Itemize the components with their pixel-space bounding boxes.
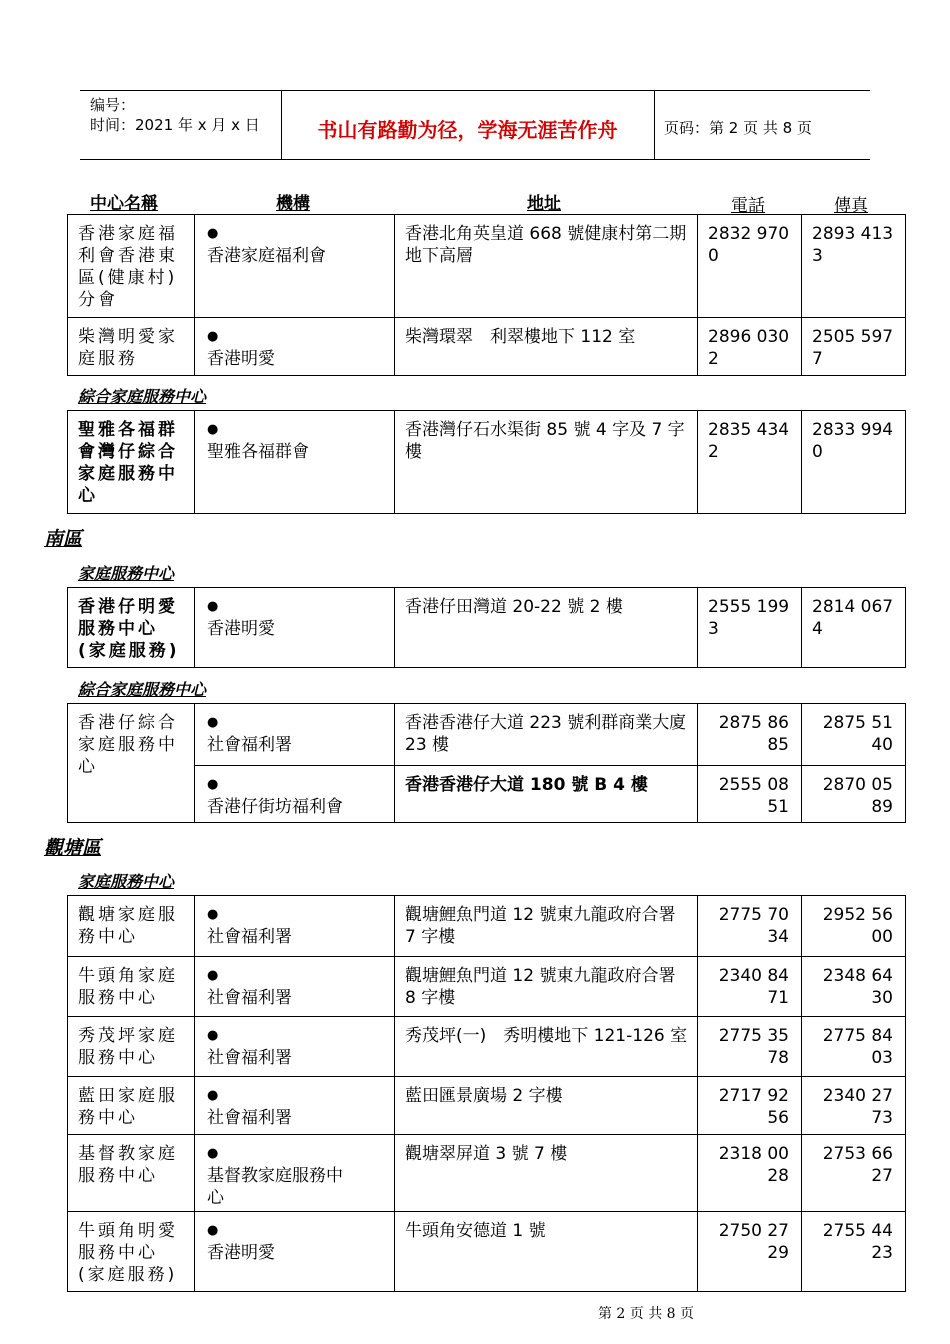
org-name: 聖雅各福群會 [207,442,309,462]
fax: 2340 2773 [802,1077,906,1135]
bullet-icon: ● [207,422,219,437]
page-footer: 第 2 页 共 8 页 [597,1306,695,1322]
org-cell [195,896,395,957]
org-name: 香港家庭福利會 [207,246,326,266]
page-header [80,90,870,160]
table-row [68,588,906,668]
fax: 2952 5600 [802,896,906,957]
fax: 2775 8403 [802,1017,906,1077]
service-table [67,587,906,668]
center-name: 香港家庭福利會香港東區(健康村)分會 [68,215,195,318]
district-heading: 觀塘區 [44,837,102,859]
fax: 2833 9940 [802,411,906,514]
fax: 2870 0589 [802,766,906,823]
table-row [68,1135,906,1212]
section-subheading: 家庭服務中心 [78,872,175,891]
section-subheading: 綜合家庭服務中心 [78,680,207,699]
table-row [68,215,906,318]
fax: 2893 4133 [802,215,906,318]
table-row [68,957,906,1017]
phone: 2775 3578 [698,1017,802,1077]
address: 香港灣仔石水渠街 85 號 4 字及 7 字樓 [395,411,698,514]
bullet-icon: ● [207,1028,219,1043]
org-name: 香港明愛 [207,349,275,369]
number-label: 编号： [90,96,136,114]
org-cell [195,1212,395,1292]
org-cell [195,1135,395,1212]
org-cell [195,1017,395,1077]
org-name: 社會福利署 [207,927,292,947]
org-name: 社會福利署 [207,1108,292,1128]
address: 觀塘翠屏道 3 號 7 樓 [395,1135,698,1212]
org-name: 香港仔街坊福利會 [207,797,343,817]
org-name: 社會福利署 [207,988,292,1008]
center-name: 牛頭角明愛服務中心(家庭服務) [68,1212,195,1292]
phone: 2555 0851 [698,766,802,823]
org-name: 基督教家庭服務中心 [207,1166,343,1208]
org-name: 香港明愛 [207,1243,275,1263]
header-meta [90,95,260,135]
phone: 2340 8471 [698,957,802,1017]
phone: 2750 2729 [698,1212,802,1292]
org-cell [195,411,395,514]
address: 觀塘鯉魚門道 12 號東九龍政府合署 7 字樓 [395,896,698,957]
column-header-fax: 傳真 [834,196,868,216]
phone: 2896 0302 [698,318,802,376]
table-row [68,1077,906,1135]
address: 秀茂坪(一) 秀明樓地下 121-126 室 [395,1017,698,1077]
bullet-icon: ● [207,907,219,922]
service-table [67,214,906,376]
center-name: 秀茂坪家庭服務中心 [68,1017,195,1077]
address: 牛頭角安德道 1 號 [395,1212,698,1292]
fax: 2348 6430 [802,957,906,1017]
org-cell [195,215,395,318]
column-header-org: 機構 [276,194,310,214]
center-name: 柴灣明愛家庭服務 [68,318,195,376]
center-name: 牛頭角家庭服務中心 [68,957,195,1017]
org-cell [195,1077,395,1135]
bullet-icon: ● [207,1146,219,1161]
table-row [68,1212,906,1292]
org-cell [195,957,395,1017]
address: 香港香港仔大道 180 號 B 4 樓 [395,766,698,823]
org-name: 香港明愛 [207,619,275,639]
phone: 2875 8685 [698,704,802,766]
service-table [67,703,906,823]
table-row [68,318,906,376]
table-row [68,411,906,514]
bullet-icon: ● [207,968,219,983]
center-name: 藍田家庭服務中心 [68,1077,195,1135]
phone: 2318 0028 [698,1135,802,1212]
bullet-icon: ● [207,599,219,614]
fax: 2755 4423 [802,1212,906,1292]
header-motto: 书山有路勤为径，学海无涯苦作舟 [317,118,618,142]
bullet-icon: ● [207,777,219,792]
table-row [68,896,906,957]
service-table [67,410,906,514]
column-header-name: 中心名稱 [90,194,158,214]
address: 藍田匯景廣場 2 字樓 [395,1077,698,1135]
org-cell [195,318,395,376]
center-name: 聖雅各福群會灣仔綜合家庭服務中心 [68,411,195,514]
center-name: 基督教家庭服務中心 [68,1135,195,1212]
org-name: 社會福利署 [207,1048,292,1068]
column-header-phone: 電話 [731,196,765,216]
service-table [67,895,906,1292]
org-cell [195,588,395,668]
bullet-icon: ● [207,329,219,344]
table-row [68,1017,906,1077]
section-subheading: 家庭服務中心 [78,564,175,583]
phone: 2835 4342 [698,411,802,514]
time-label: 时间：2021 年 x 月 x 日 [90,116,260,134]
address: 觀塘鯉魚門道 12 號東九龍政府合署 8 字樓 [395,957,698,1017]
district-heading: 南區 [44,528,83,550]
address: 香港仔田灣道 20-22 號 2 樓 [395,588,698,668]
column-header-address: 地址 [527,194,561,214]
org-name: 社會福利署 [207,735,292,755]
fax: 2875 5140 [802,704,906,766]
center-name: 香港仔明愛服務中心(家庭服務) [68,588,195,668]
header-divider [654,91,655,159]
phone: 2717 9256 [698,1077,802,1135]
phone: 2555 1993 [698,588,802,668]
address: 香港香港仔大道 223 號利群商業大廈 23 樓 [395,704,698,766]
table-row [68,704,906,766]
address: 香港北角英皇道 668 號健康村第二期地下高層 [395,215,698,318]
org-cell [195,766,395,823]
org-cell [195,704,395,766]
address: 柴灣環翠 利翠樓地下 112 室 [395,318,698,376]
phone: 2775 7034 [698,896,802,957]
section-subheading: 綜合家庭服務中心 [78,387,207,406]
bullet-icon: ● [207,1088,219,1103]
bullet-icon: ● [207,226,219,241]
center-name: 香港仔綜合家庭服務中心 [68,704,195,823]
fax: 2753 6627 [802,1135,906,1212]
fax: 2505 5977 [802,318,906,376]
center-name: 觀塘家庭服務中心 [68,896,195,957]
phone: 2832 9700 [698,215,802,318]
fax: 2814 0674 [802,588,906,668]
bullet-icon: ● [207,715,219,730]
header-page-code: 页码：第 2 页 共 8 页 [664,119,812,137]
bullet-icon: ● [207,1223,219,1238]
